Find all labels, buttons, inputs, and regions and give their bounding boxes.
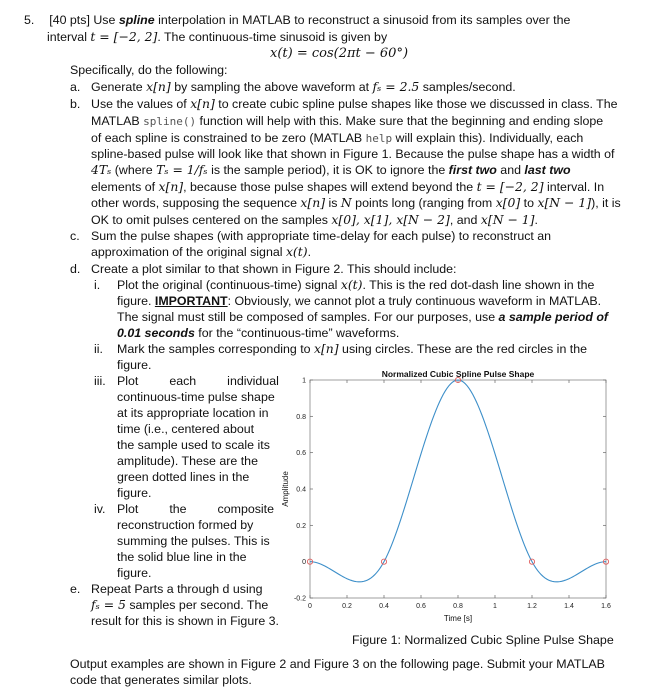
part-e-label: e.	[70, 582, 81, 596]
part-b-line-8: OK to omit pulses centered on the samples x[0], x[1], x[N − 2], and x[N − 1].	[91, 212, 538, 227]
part-c-line-1: Sum the pulse shapes (with appropriate time-delay for each pulse) to reconstruct an	[91, 229, 552, 243]
plot-frame	[310, 380, 606, 598]
spline-code: spline()	[143, 115, 197, 128]
x-tick-label: 1.6	[601, 603, 611, 610]
x-tick-label: 1	[493, 603, 497, 610]
x-tick-label: 1.4	[564, 603, 574, 610]
part-d-iii-line: figure.	[117, 486, 152, 500]
part-d-label: d.	[70, 262, 81, 276]
spline-pulse-chart	[270, 366, 620, 628]
x-tick-label: 0.8	[453, 603, 463, 610]
part-d-iii-line: the sample used to scale its	[117, 438, 270, 452]
y-tick-label: -0.2	[293, 595, 306, 603]
part-d-iii-line: continuous-time pulse shape	[117, 390, 275, 404]
specifically-text: Specifically, do the following:	[70, 63, 228, 77]
part-b-label: b.	[70, 97, 81, 111]
part-c-label: c.	[70, 229, 80, 243]
part-a-label: a.	[70, 80, 81, 94]
important-label: IMPORTANT	[154, 294, 228, 308]
part-d-ii-label: ii.	[94, 342, 103, 356]
x-tick-label: 0.4	[379, 603, 389, 610]
y-tick-label: 0.6	[296, 450, 306, 458]
problem-points: [40 pts]	[49, 13, 90, 27]
part-c-line-2: approximation of the original signal x(t).	[91, 244, 312, 259]
y-tick-label: 0.4	[296, 486, 306, 494]
spline-keyword: spline	[118, 13, 155, 27]
part-d-iv-line: reconstruction formed by	[117, 518, 254, 532]
part-d-iii-line: at its appropriate location in	[117, 406, 269, 420]
part-d-ii-line-2: figure.	[117, 358, 152, 372]
y-tick-label: 0.2	[296, 522, 306, 530]
part-d-iv-line: summing the pulses. This is	[117, 534, 270, 548]
part-b-line-5: 4Tₛ (where Tₛ = 1/fₛ is the sample period), it is OK to ignore the first two and last two	[91, 162, 571, 177]
part-a-text: Generate x[n] by sampling the above waveform at fₛ = 2.5 samples/second.	[91, 79, 516, 94]
x-tick-label: 0.6	[416, 603, 426, 610]
figure-caption: Figure 1: Normalized Cubic Spline Pulse Shape	[352, 633, 614, 647]
y-tick-label: 0.8	[296, 413, 306, 421]
part-e-line-1: Repeat Parts a through d using	[91, 582, 263, 596]
part-d-iii-line: Plot each individual	[117, 374, 279, 388]
part-d-ii-line-1: Mark the samples corresponding to x[n] using circles. These are the red circles in the	[117, 341, 587, 356]
part-d-iv-line: the solid blue line in the	[117, 550, 247, 564]
part-b-line-4: spline-based pulse will look like that shown in Figure 1. Because the pulse shape has a width of	[91, 147, 615, 161]
part-d-i-label: i.	[94, 278, 101, 292]
part-d-intro: Create a plot similar to that shown in Figure 2. This should include:	[91, 262, 457, 276]
x-tick-label: 0.2	[342, 603, 352, 610]
x-tick-label: 1.2	[527, 603, 537, 610]
problem-line-2: interval t = [−2, 2]. The continuous-time sinusoid is given by	[47, 29, 388, 44]
part-d-i-line-1: Plot the original (continuous-time) signal x(t). This is the red dot-dash line shown in the	[117, 277, 595, 292]
part-d-iv-line: figure.	[117, 566, 152, 580]
part-d-iv-label: iv.	[94, 502, 106, 516]
problem-number: 5.	[24, 13, 35, 27]
part-d-iii-label: iii.	[94, 374, 106, 388]
part-e-line-3: result for this is shown in Figure 3.	[91, 614, 280, 628]
chart-title: Normalized Cubic Spline Pulse Shape	[381, 369, 535, 379]
part-b-line-3: of each spline is constrained to be zero (MATLAB help will explain this). Individually, each	[91, 131, 584, 145]
y-tick-label: 0	[302, 559, 306, 567]
footer-line-2: code that generates similar plots.	[70, 673, 252, 687]
y-tick-label: 1	[302, 377, 306, 385]
part-d-iii-line: time (i.e., centered about	[117, 422, 255, 436]
x-tick-label: 0	[308, 603, 312, 610]
part-b-line-1: Use the values of x[n] to create cubic spline pulse shapes like those we discussed in class. The	[91, 96, 618, 111]
part-d-iv-line: Plot the composite	[117, 502, 275, 516]
part-d-iii-line: amplitude). These are the	[117, 454, 258, 468]
x-axis-label: Time [s]	[443, 614, 473, 623]
footer-line-1: Output examples are shown in Figure 2 and Figure 3 on the following page. Submit your MATLAB	[70, 657, 605, 671]
part-d-i-line-3: The signal must still be composed of samples. For our purposes, use a sample period of	[117, 310, 609, 324]
problem-line-1: 5. [40 pts] Use spline interpolation in MATLAB to reconstruct a sinusoid from its samples over the	[24, 13, 571, 27]
part-b-line-6: elements of x[n], because those pulse shapes will extend beyond the t = [−2, 2] interval. In	[91, 179, 605, 194]
help-code: help	[365, 132, 393, 145]
part-d-i-line-2: figure. IMPORTANT: Obviously, we cannot plot a truly continuous waveform in MATLAB.	[117, 294, 602, 308]
part-d-iii-line: green dotted lines in the	[117, 470, 250, 484]
part-b-line-7: other words, supposing the sequence x[n] is N points long (ranging from x[0] to x[N − 1]), it is	[91, 195, 621, 210]
part-d-i-line-4: 0.01 seconds for the “continuous-time” waveforms.	[117, 326, 400, 340]
part-b-line-2: MATLAB spline() function will help with this. Make sure that the beginning and ending slope	[91, 114, 604, 128]
equation: x(t) = cos(2πt − 60°)	[270, 46, 409, 61]
y-axis-label: Amplitude	[281, 471, 290, 507]
part-e-line-2: fₛ = 5 samples per second. The	[91, 597, 269, 612]
